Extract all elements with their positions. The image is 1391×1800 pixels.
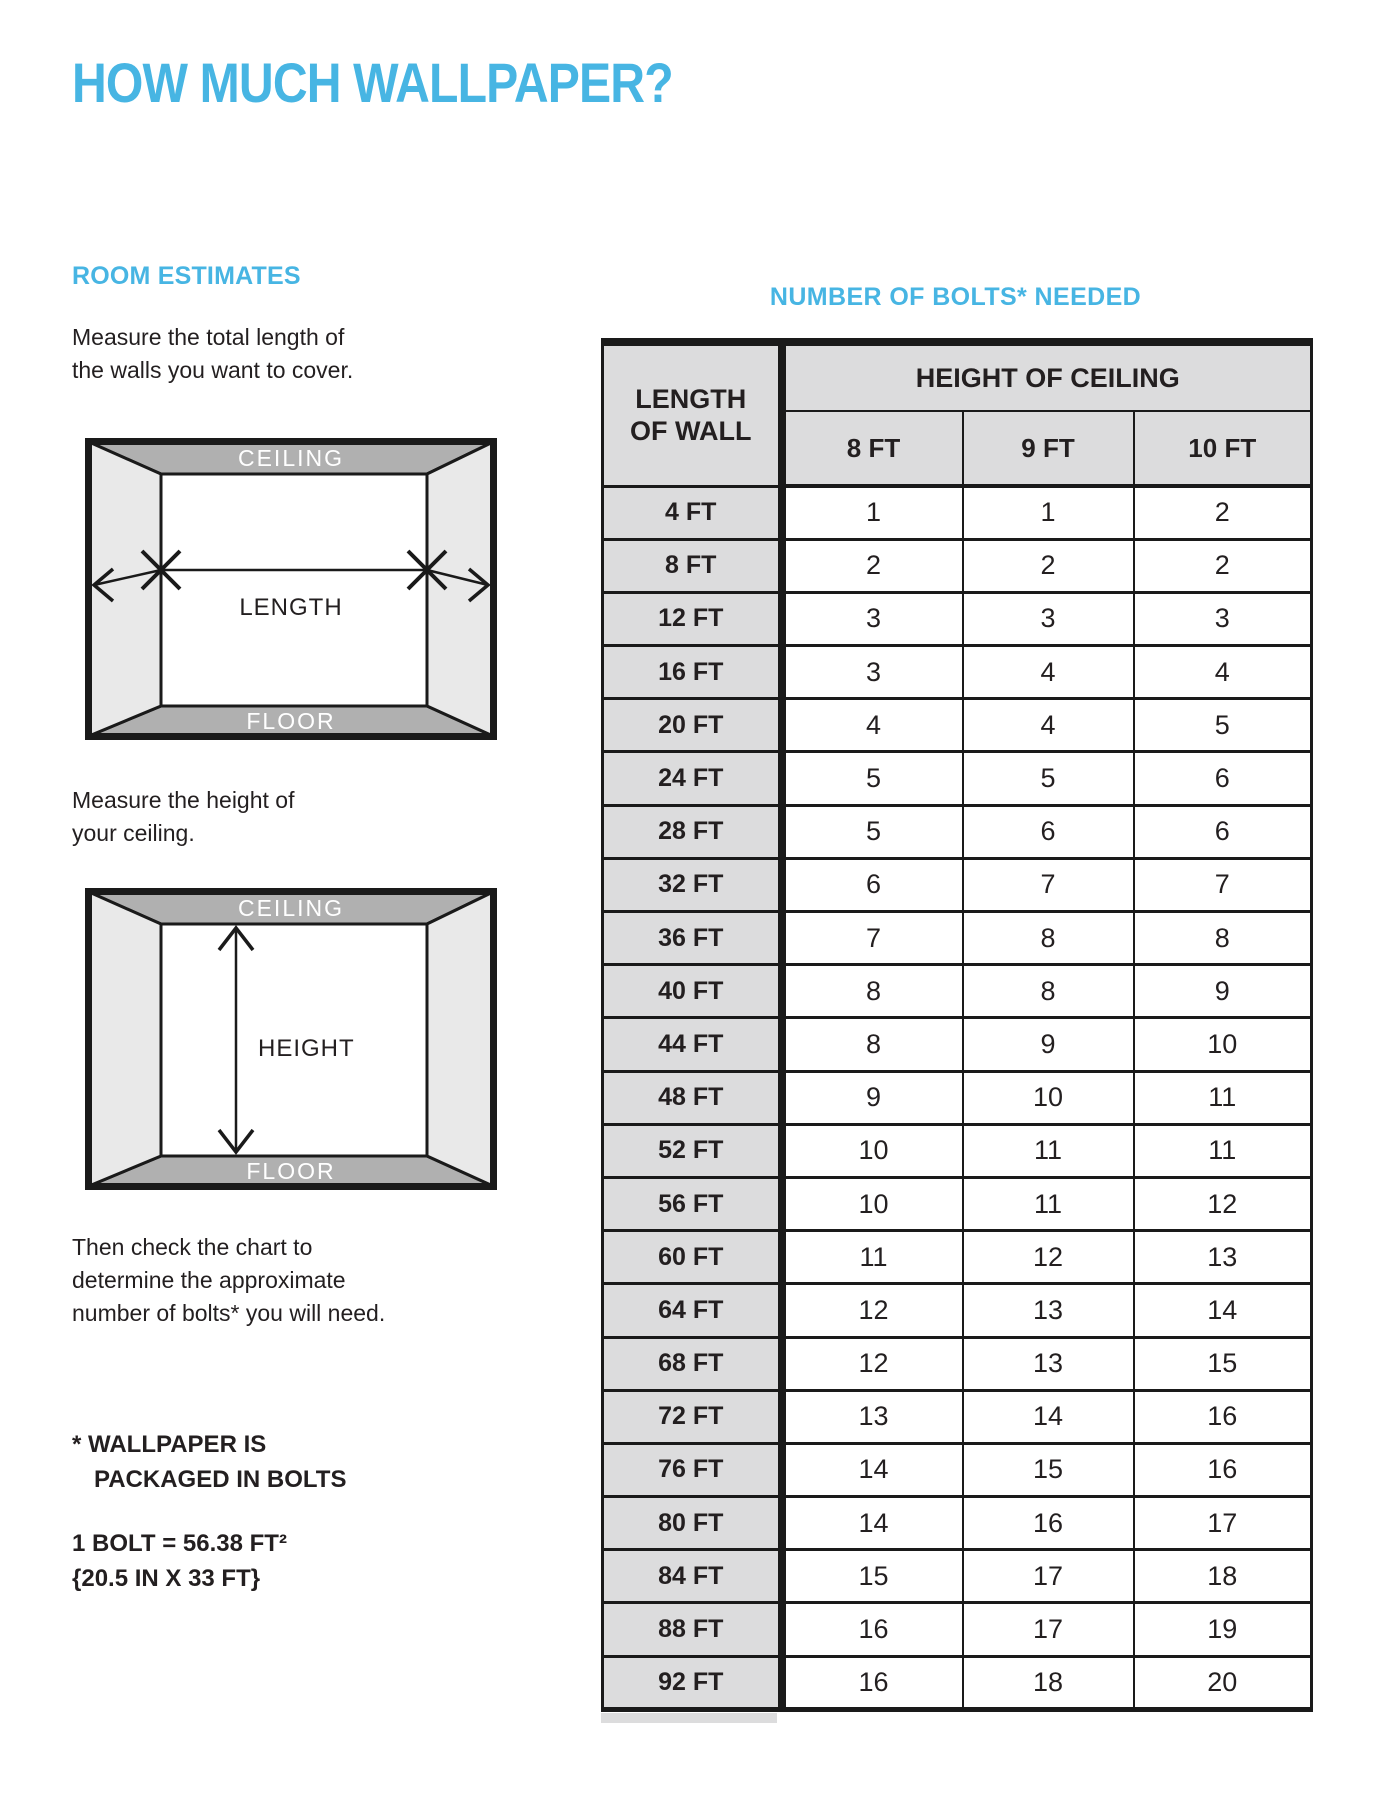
wall-length-cell: 84 FT (603, 1550, 782, 1603)
instruction-length-line1: Measure the total length of (72, 324, 345, 350)
bolt-count-cell: 12 (782, 1337, 963, 1390)
bolts-footnote-line2: PACKAGED IN BOLTS (94, 1466, 347, 1493)
bolt-count-cell: 19 (1134, 1603, 1312, 1656)
page-title: HOW MUCH WALLPAPER? (72, 51, 673, 114)
bolt-count-cell: 10 (963, 1071, 1134, 1124)
wall-length-cell: 8 FT (603, 539, 782, 592)
instruction-chart-line1: Then check the chart to (72, 1234, 313, 1260)
back-wall (161, 474, 427, 706)
length-of-wall-header-line2: OF WALL (630, 416, 752, 447)
table-row (603, 912, 1312, 965)
bolt-count-cell: 16 (782, 1656, 963, 1709)
bolt-count-cell: 2 (1134, 539, 1312, 592)
wall-length-cell: 36 FT (603, 912, 782, 965)
length-of-wall-header (603, 342, 782, 486)
left-wall (89, 892, 161, 1186)
bolt-count-cell: 3 (782, 592, 963, 645)
height-diagram (85, 888, 497, 1190)
bolt-count-cell: 5 (963, 752, 1134, 805)
table-row (603, 1497, 1312, 1550)
bolt-count-cell: 5 (782, 805, 963, 858)
wall-length-cell: 16 FT (603, 646, 782, 699)
wall-length-cell: 32 FT (603, 858, 782, 911)
bolt-count-cell: 3 (782, 646, 963, 699)
bolt-count-cell: 14 (782, 1443, 963, 1496)
bolt-count-cell: 13 (963, 1284, 1134, 1337)
bolt-count-cell: 20 (1134, 1656, 1312, 1709)
wall-length-cell: 88 FT (603, 1603, 782, 1656)
wall-length-cell: 24 FT (603, 752, 782, 805)
bolt-count-cell: 14 (963, 1390, 1134, 1443)
bolt-count-cell: 8 (963, 912, 1134, 965)
wall-length-cell: 40 FT (603, 965, 782, 1018)
wall-length-cell: 12 FT (603, 592, 782, 645)
length-diagram (85, 438, 497, 740)
instruction-height-line1: Measure the height of (72, 787, 295, 813)
bolt-count-cell: 8 (963, 965, 1134, 1018)
bolt-count-cell: 6 (1134, 805, 1312, 858)
right-wall (427, 892, 493, 1186)
room-estimates-heading: ROOM ESTIMATES (72, 262, 301, 290)
bolt-count-cell: 11 (1134, 1071, 1312, 1124)
instruction-chart-line2: determine the approximate (72, 1267, 346, 1293)
bolt-count-cell: 6 (782, 858, 963, 911)
wall-length-cell: 60 FT (603, 1231, 782, 1284)
bolt-count-cell: 16 (1134, 1443, 1312, 1496)
height-label: HEIGHT (258, 1035, 355, 1062)
bolts-table-body (603, 486, 1312, 1709)
wall-length-cell: 4 FT (603, 486, 782, 539)
instruction-height-line2: your ceiling. (72, 820, 195, 846)
bolt-count-cell: 5 (1134, 699, 1312, 752)
bolts-table-heading: NUMBER OF BOLTS* NEEDED (769, 283, 1142, 311)
wall-length-cell: 56 FT (603, 1177, 782, 1230)
wall-length-cell: 72 FT (603, 1390, 782, 1443)
bolt-count-cell: 4 (1134, 646, 1312, 699)
bolt-count-cell: 9 (1134, 965, 1312, 1018)
bolt-count-cell: 9 (782, 1071, 963, 1124)
col-header-8ft: 8 FT (782, 411, 963, 486)
table-row (603, 1656, 1312, 1709)
bolt-count-cell: 14 (1134, 1284, 1312, 1337)
col-header-10ft: 10 FT (1134, 411, 1312, 486)
bolt-count-cell: 16 (782, 1603, 963, 1656)
bolt-count-cell: 11 (1134, 1124, 1312, 1177)
table-row (603, 1390, 1312, 1443)
bolt-count-cell: 8 (1134, 912, 1312, 965)
table-bottom-stub (601, 1713, 777, 1723)
length-of-wall-header-line1: LENGTH (635, 384, 747, 415)
table-row (603, 1550, 1312, 1603)
table-row (603, 1124, 1312, 1177)
wall-length-cell: 68 FT (603, 1337, 782, 1390)
bolts-footnote (72, 1427, 346, 1497)
table-header-row-1 (603, 342, 1312, 411)
bolt-count-cell: 6 (963, 805, 1134, 858)
instruction-chart-line3: number of bolts* you will need. (72, 1300, 386, 1326)
ceiling-label: CEILING (237, 895, 345, 921)
bolt-count-cell: 18 (963, 1656, 1134, 1709)
bolt-count-cell: 7 (963, 858, 1134, 911)
wall-length-cell: 80 FT (603, 1497, 782, 1550)
bolt-count-cell: 7 (782, 912, 963, 965)
bolt-count-cell: 8 (782, 1018, 963, 1071)
table-row (603, 539, 1312, 592)
wall-length-cell: 20 FT (603, 699, 782, 752)
bolt-count-cell: 17 (1134, 1497, 1312, 1550)
bolt-count-cell: 18 (1134, 1550, 1312, 1603)
bolt-count-cell: 10 (782, 1177, 963, 1230)
table-row (603, 1443, 1312, 1496)
bolt-count-cell: 2 (1134, 486, 1312, 539)
wall-length-cell: 28 FT (603, 805, 782, 858)
bolt-count-cell: 12 (963, 1231, 1134, 1284)
bolts-footnote-line1: * WALLPAPER IS (72, 1431, 267, 1458)
bolt-count-cell: 13 (782, 1390, 963, 1443)
table-row (603, 1177, 1312, 1230)
bolt-count-cell: 6 (1134, 752, 1312, 805)
instruction-height (72, 784, 294, 850)
ceiling-label: CEILING (237, 445, 345, 471)
table-row (603, 1071, 1312, 1124)
wall-length-cell: 44 FT (603, 1018, 782, 1071)
bolt-count-cell: 3 (1134, 592, 1312, 645)
bolt-count-cell: 17 (963, 1550, 1134, 1603)
bolt-spec-line2: {20.5 IN X 33 FT} (72, 1565, 261, 1592)
bolt-spec (72, 1526, 287, 1596)
bolt-count-cell: 1 (963, 486, 1134, 539)
wall-length-cell: 64 FT (603, 1284, 782, 1337)
bolt-count-cell: 13 (1134, 1231, 1312, 1284)
bolt-count-cell: 14 (782, 1497, 963, 1550)
table-row (603, 1337, 1312, 1390)
table-row (603, 1231, 1312, 1284)
bolt-count-cell: 8 (782, 965, 963, 1018)
bolt-count-cell: 17 (963, 1603, 1134, 1656)
bolt-count-cell: 12 (782, 1284, 963, 1337)
wall-length-cell: 52 FT (603, 1124, 782, 1177)
col-header-9ft: 9 FT (963, 411, 1134, 486)
bolt-count-cell: 10 (1134, 1018, 1312, 1071)
bolt-count-cell: 2 (782, 539, 963, 592)
bolt-spec-line1: 1 BOLT = 56.38 FT² (72, 1530, 287, 1557)
table-row (603, 646, 1312, 699)
instruction-chart (72, 1231, 385, 1330)
table-row (603, 858, 1312, 911)
bolt-count-cell: 16 (963, 1497, 1134, 1550)
table-row (603, 1018, 1312, 1071)
bolt-count-cell: 7 (1134, 858, 1312, 911)
bolt-count-cell: 11 (963, 1124, 1134, 1177)
bolt-count-cell: 3 (963, 592, 1134, 645)
bolt-count-cell: 13 (963, 1337, 1134, 1390)
table-row (603, 1284, 1312, 1337)
floor-label: FLOOR (246, 1158, 336, 1184)
bolt-count-cell: 10 (782, 1124, 963, 1177)
bolt-count-cell: 4 (963, 699, 1134, 752)
length-label: LENGTH (239, 594, 343, 621)
table-row (603, 699, 1312, 752)
bolt-count-cell: 9 (963, 1018, 1134, 1071)
table-row (603, 965, 1312, 1018)
instruction-length-line2: the walls you want to cover. (72, 357, 354, 383)
bolt-count-cell: 1 (782, 486, 963, 539)
bolt-count-cell: 15 (963, 1443, 1134, 1496)
table-row (603, 1603, 1312, 1656)
table-row (603, 805, 1312, 858)
bolt-count-cell: 2 (963, 539, 1134, 592)
wall-length-cell: 48 FT (603, 1071, 782, 1124)
wall-length-cell: 76 FT (603, 1443, 782, 1496)
wall-length-cell: 92 FT (603, 1656, 782, 1709)
height-of-ceiling-header: HEIGHT OF CEILING (782, 342, 1312, 411)
bolt-count-cell: 15 (782, 1550, 963, 1603)
bolt-count-cell: 4 (963, 646, 1134, 699)
bolt-count-cell: 15 (1134, 1337, 1312, 1390)
table-row (603, 486, 1312, 539)
bolt-count-cell: 5 (782, 752, 963, 805)
bolt-count-cell: 16 (1134, 1390, 1312, 1443)
instruction-length (72, 321, 353, 387)
bolt-count-cell: 11 (782, 1231, 963, 1284)
bolts-table (601, 338, 1313, 1712)
table-row (603, 592, 1312, 645)
floor-label: FLOOR (246, 708, 336, 734)
bolt-count-cell: 4 (782, 699, 963, 752)
table-row (603, 752, 1312, 805)
bolt-count-cell: 11 (963, 1177, 1134, 1230)
bolt-count-cell: 12 (1134, 1177, 1312, 1230)
